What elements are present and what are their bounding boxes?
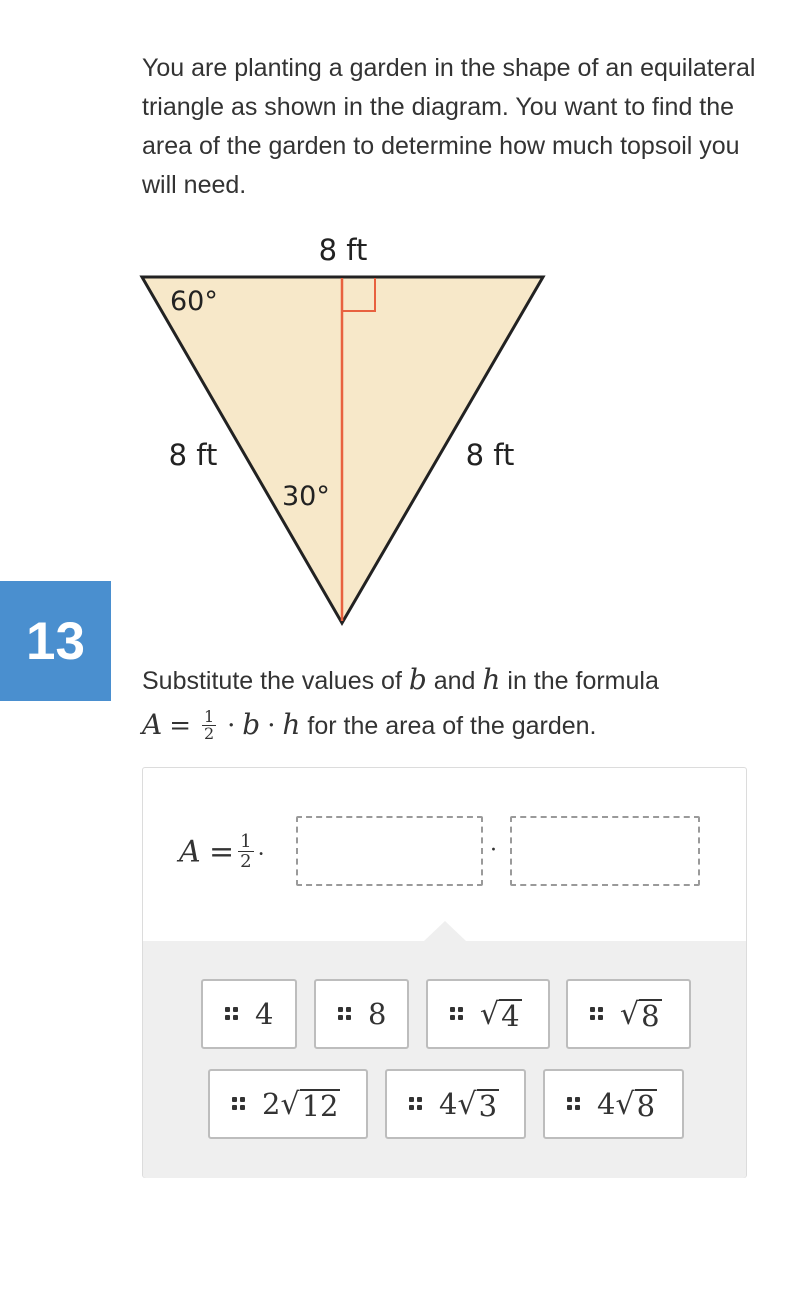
tile-coefficient: 2 [262, 1087, 281, 1121]
triangle-diagram [130, 222, 560, 632]
instruction-suffix: for the area of the garden. [307, 712, 597, 740]
label-right-side: 8 ft [465, 438, 515, 472]
tile-sqrt-4[interactable] [426, 979, 550, 1049]
tile-radicand: 8 [636, 1088, 656, 1123]
label-top-side: 8 ft [318, 233, 368, 267]
drag-handle-icon [338, 1007, 352, 1021]
tile-sqrt [480, 996, 522, 1033]
tile-radicand: 3 [478, 1088, 498, 1123]
formula-h: h [282, 708, 301, 741]
question-number-badge: 13 [0, 581, 111, 701]
tile-coefficient: 4 [439, 1087, 458, 1121]
drag-handle-icon [590, 1007, 604, 1021]
question-instruction [142, 658, 782, 748]
tile-2-sqrt-12[interactable] [208, 1069, 368, 1139]
radical-sign-icon: √ [620, 996, 640, 1032]
instruction-prefix: Substitute the values of [142, 667, 402, 695]
question-intro: You are planting a garden in the shape of an equilateral triangle as shown in the diagram. You want to find the area of the garden to determine how much topsoil you will need. [142, 54, 756, 199]
answer-half-denominator: 2 [240, 851, 252, 872]
tile-value: 4 [255, 997, 274, 1031]
label-bottom-angle: 30° [282, 481, 330, 512]
tile-radicand: 12 [301, 1088, 339, 1123]
drag-handle-icon [409, 1097, 423, 1111]
drag-handle-icon [225, 1007, 239, 1021]
answer-half [238, 832, 253, 871]
tile-sqrt [280, 1086, 340, 1123]
tile-4[interactable] [201, 979, 297, 1049]
drag-handle-icon [567, 1097, 581, 1111]
tile-sqrt [457, 1086, 499, 1123]
var-b: b [408, 663, 427, 696]
var-h: h [482, 663, 501, 696]
half-numerator: 1 [203, 706, 215, 726]
answer-dot-2: · [490, 838, 497, 863]
answer-equals: = [209, 834, 235, 870]
answer-tile-tray [143, 941, 746, 1178]
answer-half-numerator: 1 [240, 831, 252, 852]
drag-handle-icon [232, 1097, 246, 1111]
answer-row [179, 816, 749, 890]
dropzone-base[interactable] [296, 816, 483, 886]
formula-dot: · [267, 711, 276, 741]
label-left-side: 8 ft [168, 438, 218, 472]
tile-sqrt-8[interactable] [566, 979, 691, 1049]
tile-coefficient: 4 [597, 1087, 616, 1121]
tile-sqrt [620, 996, 662, 1033]
answer-panel [142, 767, 747, 1178]
radical-sign-icon: √ [480, 996, 500, 1032]
radical-sign-icon: √ [280, 1086, 300, 1122]
formula-equals: = [169, 711, 191, 741]
tile-radicand: 4 [501, 998, 520, 1033]
instruction-and: and [433, 667, 476, 695]
formula-half [202, 706, 216, 743]
tile-radicand: 8 [641, 998, 660, 1033]
radical-sign-icon: √ [457, 1086, 477, 1122]
answer-formula [179, 831, 265, 873]
instruction-mid: in the formula [507, 667, 659, 695]
dropzone-height[interactable] [510, 816, 700, 886]
tile-value: 8 [368, 997, 387, 1031]
area-formula [142, 703, 782, 748]
answer-lhs: A [179, 834, 201, 870]
tile-sqrt [615, 1086, 657, 1123]
tile-4-sqrt-8[interactable] [543, 1069, 684, 1139]
tile-4-sqrt-3[interactable] [385, 1069, 526, 1139]
formula-lhs: A [142, 708, 163, 741]
formula-dot: · [227, 711, 236, 741]
label-top-angle: 60° [170, 286, 218, 317]
formula-b: b [242, 708, 261, 741]
drag-handle-icon [450, 1007, 464, 1021]
half-denominator: 2 [203, 723, 215, 743]
answer-dot-1: · [257, 842, 265, 868]
tile-8[interactable] [314, 979, 409, 1049]
tray-caret [424, 921, 466, 941]
radical-sign-icon: √ [615, 1086, 635, 1122]
